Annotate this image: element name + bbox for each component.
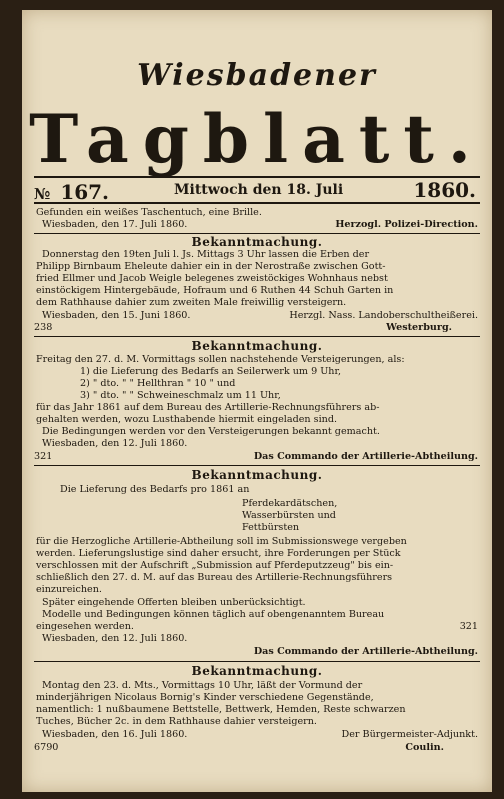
notice3-line: gehalten werden, wozu Lusthabende hiermit eingeladen sind. <box>36 414 338 425</box>
notice5-line: Tuches, Bücher 2c. in dem Rathhause dahier versteigern. <box>36 716 317 727</box>
masthead-city: Wiesbadener <box>137 58 377 93</box>
notice4-line: schließlich den 27. d. M. auf das Bureau des Artillerie-Rechnungsführers <box>36 572 393 583</box>
notice3-place-date: Wiesbaden, den 12. Juli 1860. <box>42 438 188 449</box>
notice4-line: werden. Lieferungslustige sind daher ersucht, ihre Forderungen per Stück <box>36 548 401 559</box>
notice3-line: 3) " dto. " " Schweineschmalz um 11 Uhr, <box>80 390 281 401</box>
notice4-line: eingesehen werden. <box>36 621 134 632</box>
notice2-line: fried Ellmer und Jacob Weigle belegenes zweistöckiges Wohnhaus nebst <box>36 273 388 284</box>
notice4-item: Fettbürsten <box>242 522 300 533</box>
notice4-signer: Das Commando der Artillerie-Abtheilung. <box>253 646 478 657</box>
masthead-title: Tagblatt. <box>29 100 485 178</box>
notice4-place-date: Wiesbaden, den 12. Juli 1860. <box>42 633 188 644</box>
notice4-heading: Bekanntmachung. <box>191 468 323 482</box>
notice4-item: Pferdekardätschen, <box>242 498 338 509</box>
rule <box>34 465 480 466</box>
notice5-signer: Coulin. <box>405 742 444 753</box>
issue-date: Mittwoch den 18. Juli <box>174 182 344 198</box>
notice3-number: 321 <box>34 451 53 462</box>
notice1-signer: Herzogl. Polizei-Direction. <box>335 219 478 230</box>
notice2-number: 238 <box>34 322 53 333</box>
notice5-heading: Bekanntmachung. <box>191 664 323 678</box>
notice5-office: Der Bürgermeister-Adjunkt. <box>341 729 478 740</box>
issue-number: № 167. <box>34 180 110 204</box>
notice3-line: 1) die Lieferung des Bedarfs an Seilerwerk um 9 Uhr, <box>80 366 342 377</box>
notice2-office: Herzgl. Nass. Landoberschultheißerei. <box>289 310 478 321</box>
notice2-line: Philipp Birnbaum Eheleute dahier ein in der Nerostraße zwischen Gott- <box>36 261 386 272</box>
notice5-place-date: Wiesbaden, den 16. Juli 1860. <box>42 729 188 740</box>
notice4-number: 321 <box>459 621 478 632</box>
notice5-number: 6790 <box>34 742 59 753</box>
rule <box>34 202 480 204</box>
notice4-line: einzureichen. <box>36 584 102 595</box>
notice3-signer: Das Commando der Artillerie-Abtheilung. <box>253 451 478 462</box>
notice4-item: Wasserbürsten und <box>242 510 336 521</box>
notice2-signer: Westerburg. <box>386 322 452 333</box>
notice3-line: Freitag den 27. d. M. Vormittags sollen nachstehende Versteigerungen, als: <box>36 354 405 365</box>
rule <box>34 233 480 234</box>
notice5-line: minderjährigen Nicolaus Bornig's Kinder verschiedene Gegenstände, <box>36 692 374 703</box>
notice5-line: namentlich: 1 nußbaumene Bettstelle, Bettwerk, Hemden, Reste schwarzen <box>36 704 406 715</box>
notice4-line: für die Herzogliche Artillerie-Abtheilung soll im Submissionswege vergeben <box>36 536 407 547</box>
notice2-place-date: Wiesbaden, den 15. Juni 1860. <box>42 310 191 321</box>
notice2-line: Donnerstag den 19ten Juli l. Js. Mittags 3 Uhr lassen die Erben der <box>42 249 370 260</box>
rule <box>34 661 480 662</box>
notice3-heading: Bekanntmachung. <box>191 339 323 353</box>
notice4-line: verschlossen mit der Aufschrift „Submission auf Pferdeputzzeug" bis ein- <box>36 560 394 571</box>
notice3-line: Die Bedingungen werden vor den Versteigerungen bekannt gemacht. <box>42 426 380 437</box>
newspaper-page <box>22 10 492 792</box>
notice1-place-date: Wiesbaden, den 17. Juli 1860. <box>42 219 188 230</box>
notice2-line: einstöckigem Hintergebäude, Hofraum und 6 Ruthen 44 Schuh Garten in <box>36 285 394 296</box>
notice3-line: 2) " dto. " " Hellthran " 10 " und <box>80 378 236 389</box>
notice2-heading: Bekanntmachung. <box>191 235 323 249</box>
issue-year: 1860. <box>413 178 476 202</box>
notice4-line: Später eingehende Offerten bleiben unberücksichtigt. <box>42 597 306 608</box>
notice2-line: dem Rathhause dahier zum zweiten Male freiwillig versteigern. <box>36 297 347 308</box>
notice4-line: Die Lieferung des Bedarfs pro 1861 an <box>60 484 250 495</box>
notice4-line: Modelle und Bedingungen können täglich auf obengenanntem Bureau <box>42 609 385 620</box>
notice5-line: Montag den 23. d. Mts., Vormittags 10 Uhr, läßt der Vormund der <box>42 680 363 691</box>
found-items-text: Gefunden ein weißes Taschentuch, eine Brille. <box>36 207 262 218</box>
notice3-line: für das Jahr 1861 auf dem Bureau des Artillerie-Rechnungsführers ab- <box>36 402 380 413</box>
issue-line <box>34 180 480 202</box>
rule <box>34 336 480 337</box>
